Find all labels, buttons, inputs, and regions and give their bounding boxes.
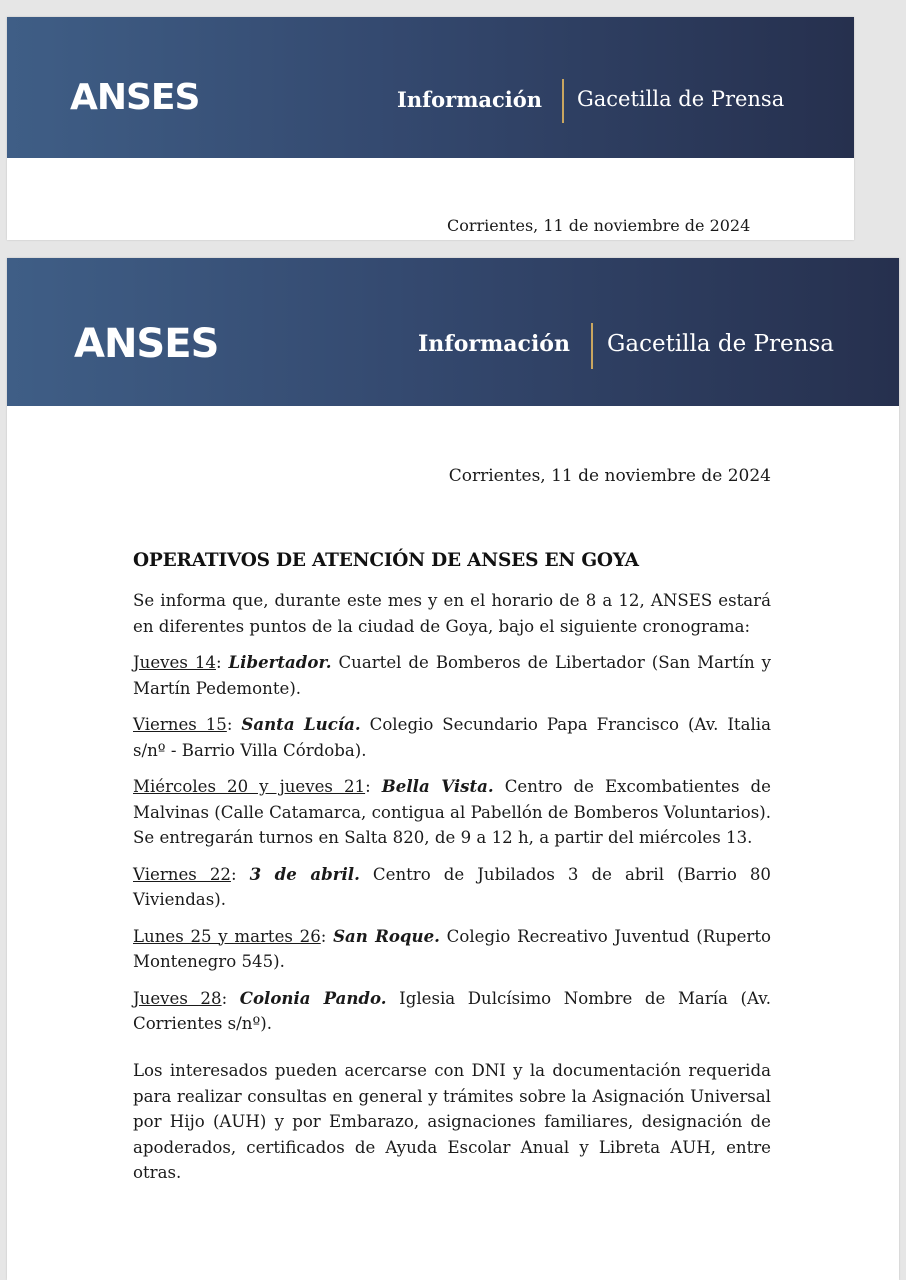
schedule-item: Lunes 25 y martes 26: San Roque. Colegio Recreativo Juventud (Ruperto Montenegro 545). [133,925,771,971]
intro-paragraph: Se informa que, durante este mes y en el horario de 8 a 12, ANSES estará en diferentes puntos de la ciudad de Goya, bajo el siguiente cronograma: [133,591,771,636]
dateline: Corrientes, 11 de noviembre de 2024 [448,466,771,486]
schedule-item: Miércoles 20 y jueves 21: Bella Vista. Centro de Excombatientes de Malvinas (Calle Catamarca, contigua al Pabellón de Bomberos Voluntarios). Se entregarán turnos en Salta 820, de 9 a 12 h, a partir del miércoles 13. [133,776,771,847]
schedule-item: Viernes 22: 3 de abril. Centro de Jubilados 3 de abril (Barrio 80 Viviendas). [133,863,771,909]
schedule-day: Miércoles 20 y jueves 21 [133,777,366,796]
header-banner [7,258,899,406]
dateline: Corrientes, 11 de noviembre de 2024 [447,216,751,235]
schedule-detail: Centro de Jubilados 3 de abril (Barrio 80 Viviendas). [133,864,771,909]
header-section-label: Información [418,331,570,357]
schedule-detail: Iglesia Dulcísimo Nombre de María (Av. Corrientes s/nº). [133,988,771,1033]
schedule-day: Jueves 28 [133,988,222,1008]
schedule-detail: Colegio Secundario Papa Francisco (Av. Italia s/nº - Barrio Villa Córdoba). [133,715,771,760]
schedule-day: Viernes 22 [133,864,231,884]
anses-logo: ANSES [74,321,219,367]
schedule-detail: Centro de Excombatientes de Malvinas (Calle Catamarca, contigua al Pabellón de Bomberos Voluntarios). Se entregarán turnos en Salta 820, de 9 a 12 h, a partir del miércoles 13. [133,777,771,847]
schedule-day: Lunes 25 y martes 26 [133,926,321,946]
schedule-day: Viernes 15 [133,715,227,734]
schedule-item: Viernes 15: Santa Lucía. Colegio Secundario Papa Francisco (Av. Italia s/nº - Barrio Villa Córdoba). [133,714,771,760]
press-release-page [7,258,899,1280]
closing-paragraph: Los interesados pueden acercarse con DNI y la documentación requerida para realizar consultas en general y trámites sobre la Asignación Universal por Hijo (AUH) y por Embarazo, asignaciones familiares, designación de apoderados, certificados de Ayuda Escolar Anual y Libreta AUH, entre otras. [133,1061,771,1182]
header-document-type: Gacetilla de Prensa [577,87,785,111]
schedule-place: San Roque. [333,925,440,946]
anses-logo: ANSES [70,77,200,118]
press-release-page-back [7,17,854,240]
schedule-item: Jueves 14: Libertador. Cuartel de Bomberos de Libertador (San Martín y Martín Pedemonte). [133,652,771,698]
schedule-day: Jueves 14 [133,653,216,672]
schedule-place: 3 de abril. [249,863,360,884]
header-document-type: Gacetilla de Prensa [607,331,834,357]
header-divider [591,323,593,369]
header-banner [7,17,854,158]
header-section-label: Información [397,87,543,112]
schedule-place: Bella Vista. [381,776,494,796]
schedule-item: Jueves 28: Colonia Pando. Iglesia Dulcísimo Nombre de María (Av. Corrientes s/nº). [133,987,771,1033]
schedule-place: Colonia Pando. [239,987,387,1008]
document-title: OPERATIVOS DE ATENCIÓN DE ANSES EN GOYA [133,550,639,571]
closing-section [133,1058,771,1186]
schedule-detail: Colegio Recreativo Juventud (Ruperto Montenegro 545). [133,926,771,971]
schedule-place: Santa Lucía. [241,714,361,734]
document-body [133,588,771,1037]
schedule-detail: Cuartel de Bomberos de Libertador (San Martín y Martín Pedemonte). [133,653,771,698]
header-divider [562,79,564,123]
schedule-place: Libertador. [228,652,332,672]
